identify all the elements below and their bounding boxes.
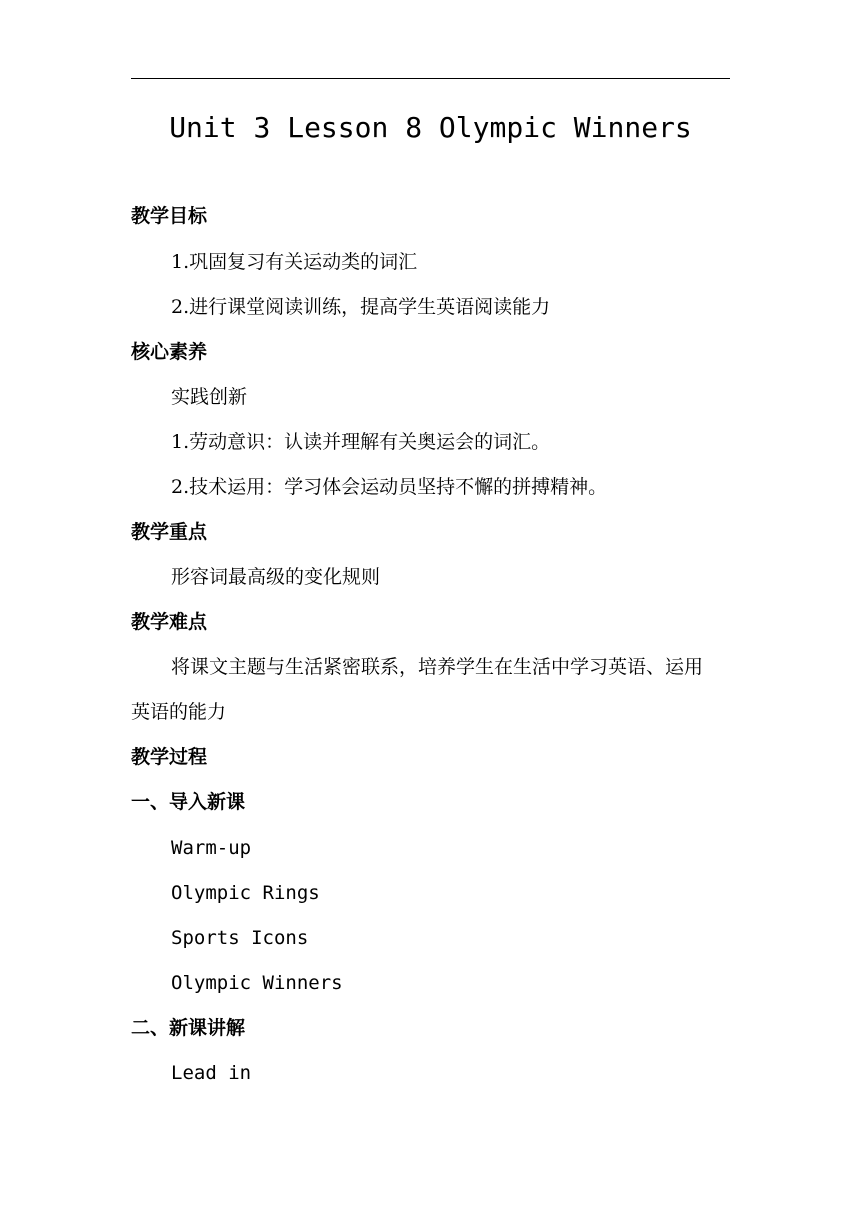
intro-item-4: Olympic Winners [171, 972, 343, 994]
key-point-item-1: 形容词最高级的变化规则 [171, 566, 381, 588]
difficulty-line-1: 将课文主题与生活紧密联系，培养学生在生活中学习英语、运用 [171, 656, 704, 678]
header-rule [131, 78, 730, 79]
heading-difficulties: 教学难点 [131, 611, 208, 633]
intro-item-1: Warm-up [171, 837, 252, 859]
heading-new-lesson: 二、新课讲解 [131, 1017, 246, 1039]
intro-item-3: Sports Icons [171, 927, 309, 949]
core-item-2: 1.劳动意识：认读并理解有关奥运会的词汇。 [171, 431, 551, 453]
document-title: Unit 3 Lesson 8 Olympic Winners [169, 111, 692, 144]
objective-item-1: 1.巩固复习有关运动类的词汇 [171, 251, 418, 273]
heading-intro: 一、导入新课 [131, 791, 246, 813]
core-item-1: 实践创新 [171, 386, 248, 408]
heading-key-points: 教学重点 [131, 521, 208, 543]
core-item-3: 2.技术运用：学习体会运动员坚持不懈的拼搏精神。 [171, 476, 608, 498]
heading-process: 教学过程 [131, 746, 208, 768]
intro-item-2: Olympic Rings [171, 882, 320, 904]
new-lesson-item-1: Lead in [171, 1062, 252, 1084]
heading-objectives: 教学目标 [131, 205, 208, 227]
heading-core: 核心素养 [131, 341, 208, 363]
objective-item-2: 2.进行课堂阅读训练，提高学生英语阅读能力 [171, 296, 551, 318]
difficulty-line-2: 英语的能力 [131, 701, 227, 723]
